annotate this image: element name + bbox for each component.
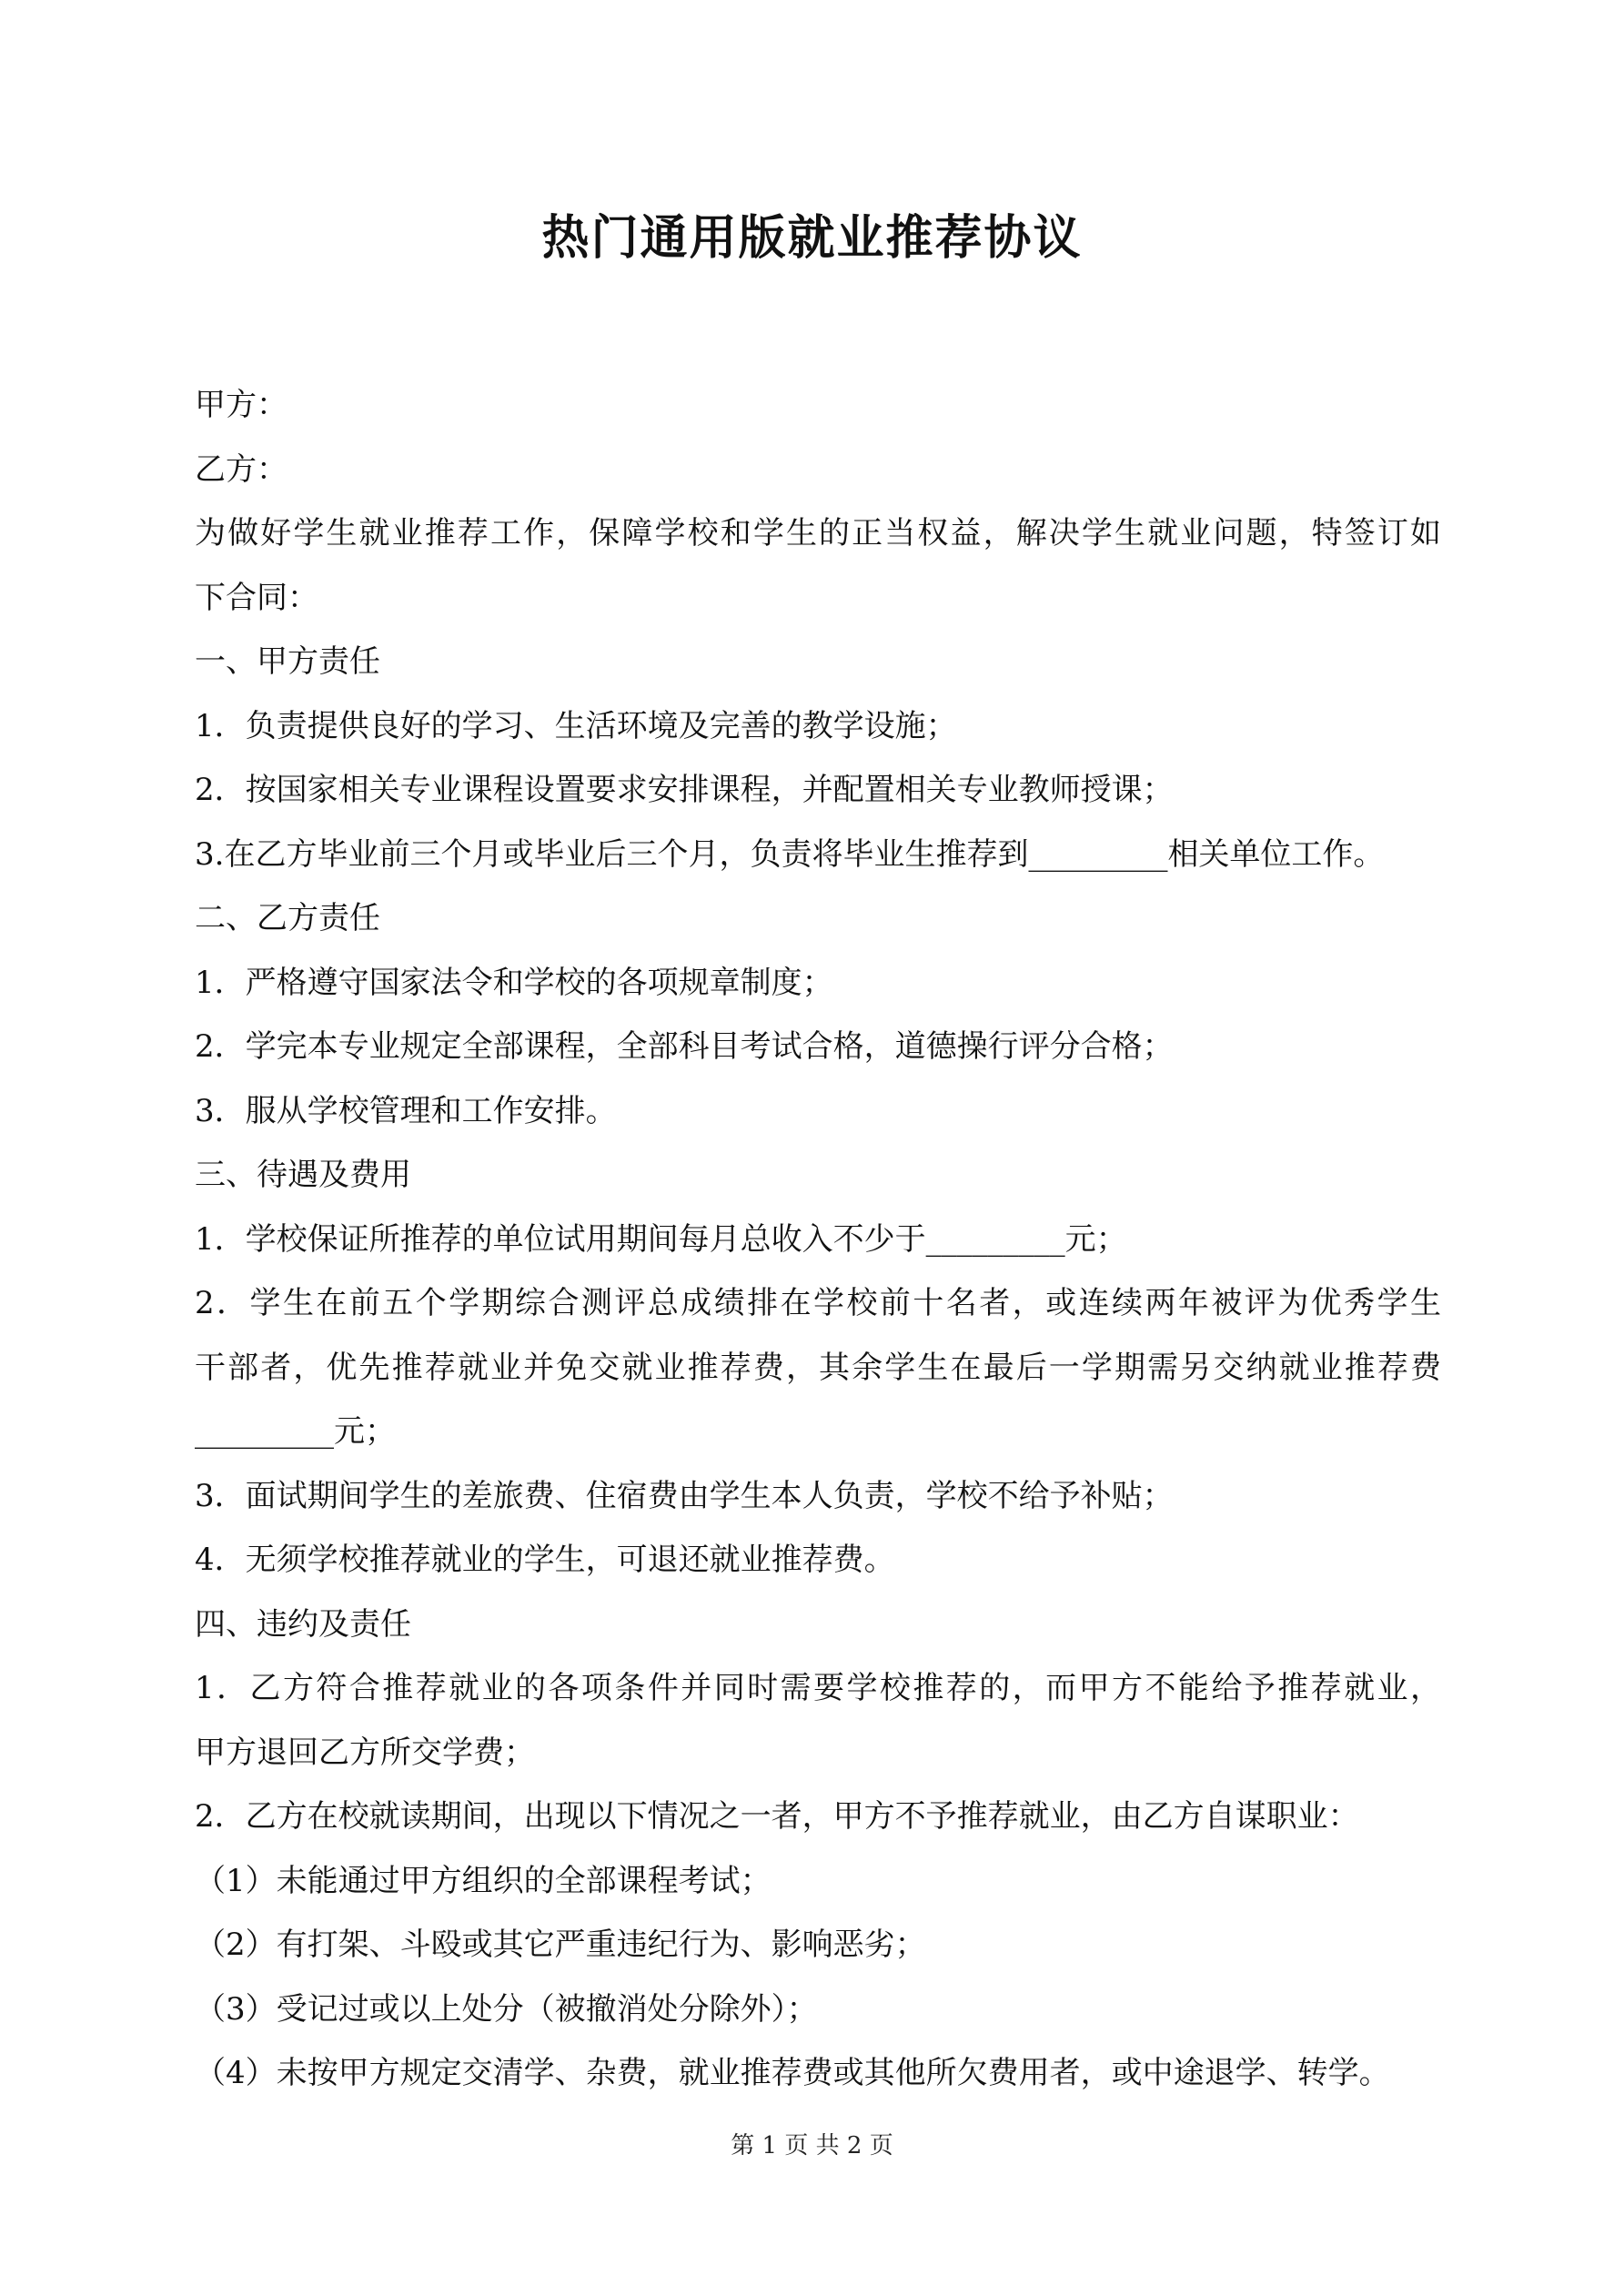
clause-4-2: 2．乙方在校就读期间，出现以下情况之一者，甲方不予推荐就业，由乙方自谋职业： [195,1798,1359,1835]
party-b-line: 乙方： [195,450,287,488]
section-heading-2: 二、乙方责任 [195,900,380,936]
clause-3-4: 4．无须学校推荐就业的学生，可退还就业推荐费。 [195,1542,895,1578]
section-heading-1: 一、甲方责任 [195,643,380,680]
clause-3-2-line-1: 2．学生在前五个学期综合测评总成绩排在学校前十名者，或连续两年被评为优秀学生 [195,1285,1441,1321]
clause-4-2-item-4: （4）未按甲方规定交清学、杂费，就业推荐费或其他所欠费用者，或中途退学、转学。 [195,2055,1390,2091]
page-footer: 第 1 页 共 2 页 [731,2132,893,2159]
preamble-line-2: 下合同： [195,579,318,616]
clause-3-2-line-2: 干部者，优先推荐就业并免交就业推荐费，其余学生在最后一学期需另交纳就业推荐费 [195,1349,1441,1386]
document-title: 热门通用版就业推荐协议 [541,210,1083,266]
clause-4-1-line-1: 1．乙方符合推荐就业的各项条件并同时需要学校推荐的，而甲方不能给予推荐就业， [195,1670,1441,1706]
clause-2-2: 2．学完本专业规定全部课程，全部科目考试合格，道德操行评分合格； [195,1028,1174,1065]
document-body [195,373,1441,2106]
clause-1-1: 1．负责提供良好的学习、生活环境及完善的教学设施； [195,707,957,744]
clause-3-1: 1．学校保证所推荐的单位试用期间每月总收入不少于_________元； [195,1220,1127,1258]
party-a-line: 甲方： [195,387,287,423]
clause-1-2: 2．按国家相关专业课程设置要求安排课程，并配置相关专业教师授课； [195,772,1174,808]
section-heading-3: 三、待遇及费用 [195,1157,411,1193]
clause-4-2-item-1: （1）未能通过甲方组织的全部课程考试； [195,1862,772,1899]
clause-1-3: 3.在乙方毕业前三个月或毕业后三个月，负责将毕业生推荐到_________相关单位工作。 [195,835,1385,873]
section-heading-4: 四、违约及责任 [195,1605,411,1643]
preamble-line-1: 为做好学生就业推荐工作，保障学校和学生的正当权益，解决学生就业问题，特签订如 [195,515,1441,551]
clause-3-2-line-3: _________元； [195,1413,396,1450]
clause-4-2-item-2: （2）有打架、斗殴或其它严重违纪行为、影响恶劣； [195,1927,926,1963]
clause-4-1-line-2: 甲方退回乙方所交学费； [195,1734,535,1771]
clause-4-2-item-3: （3）受记过或以上处分（被撤消处分除外）； [195,1990,818,2028]
clause-3-3: 3．面试期间学生的差旅费、住宿费由学生本人负责，学校不给予补贴； [195,1477,1174,1514]
clause-2-1: 1．严格遵守国家法令和学校的各项规章制度； [195,964,833,1001]
clause-2-3: 3．服从学校管理和工作安排。 [195,1092,617,1129]
